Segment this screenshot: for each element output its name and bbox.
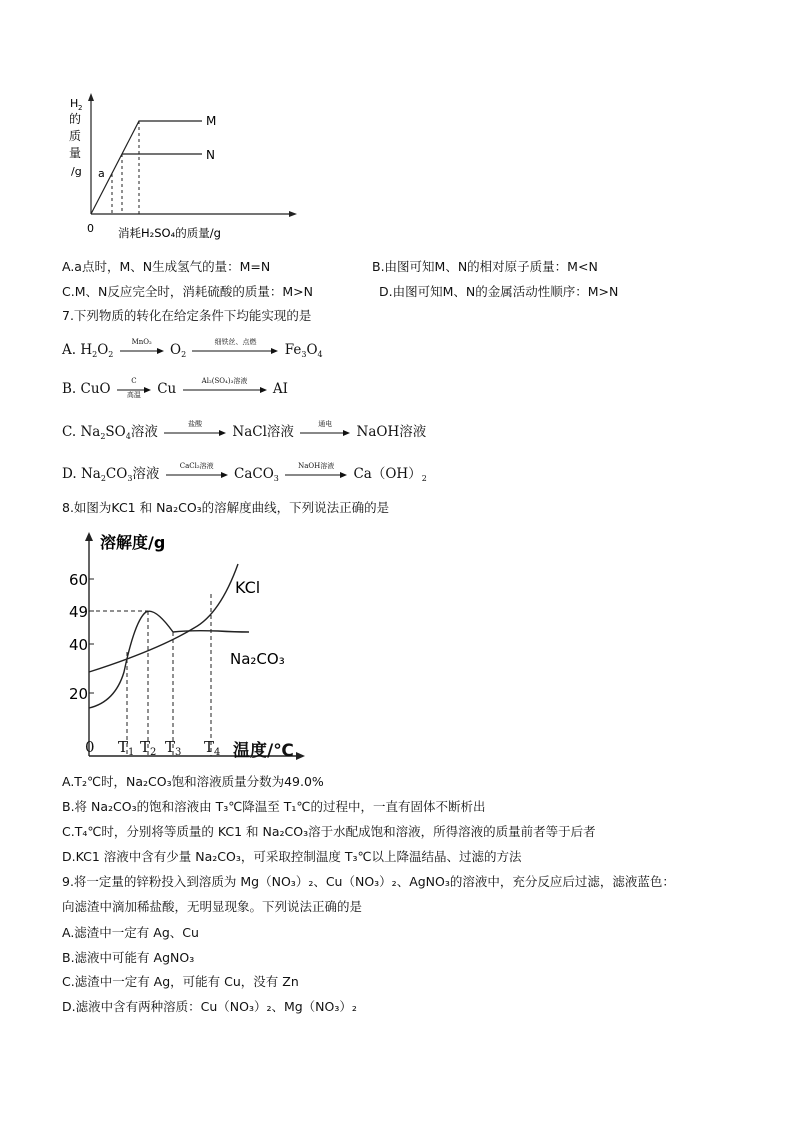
x-axis-label: 温度/℃ bbox=[233, 741, 294, 761]
y-label-de: 的 bbox=[69, 112, 82, 126]
q7-a-s1: $H_2O_2$ bbox=[80, 342, 114, 359]
q7-b-s1: CuO bbox=[80, 381, 111, 397]
x-tick-3: $T_3$ bbox=[165, 738, 182, 758]
q7-b-s3: AI bbox=[272, 381, 288, 397]
solubility-graph bbox=[58, 524, 318, 762]
q8-option-a: A.T₂℃时，Na₂CO₃饱和溶液质量分数为49.0% bbox=[62, 774, 324, 789]
q7-d-arrow-2: NaOH溶液 bbox=[285, 467, 347, 483]
q8-stem: 8.如图为KC1 和 Na₂CO₃的溶解度曲线，下列说法正确的是 bbox=[62, 500, 390, 515]
q7-option-a bbox=[62, 337, 323, 363]
q6-option-b: B.由图可知M、N的相对原子质量：M<N bbox=[372, 259, 598, 274]
x-tick-2: $T_2$ bbox=[140, 738, 157, 758]
q7-stem: 7.下列物质的转化在给定条件下均能实现的是 bbox=[62, 308, 312, 323]
y-label-h-sub: 2 bbox=[78, 104, 83, 112]
point-a-label: a bbox=[98, 167, 105, 180]
q9-option-c: C.滤渣中一定有 Ag，可能有 Cu，没有 Zn bbox=[62, 974, 299, 989]
q9-option-d: D.滤液中含有两种溶质：Cu（NO₃）₂、Mg（NO₃）₂ bbox=[62, 999, 357, 1014]
q8-option-b: B.将 Na₂CO₃的饱和溶液由 T₃℃降温至 T₁℃的过程中，一直有固体不断析出 bbox=[62, 799, 486, 814]
q7-c-arrow-1: 盐酸 bbox=[164, 425, 226, 441]
q7-d-arrow-1: CaCl₂溶液 bbox=[166, 467, 228, 483]
y-label-unit: /g bbox=[71, 165, 82, 178]
q9-option-b: B.滤液中可能有 AgNO₃ bbox=[62, 950, 195, 965]
kcl-curve bbox=[89, 564, 238, 672]
q7-b-arrow-1: C 高温 bbox=[117, 382, 151, 398]
q7-b-label: B. bbox=[62, 381, 77, 397]
graph2-origin-label: 0 bbox=[85, 738, 95, 756]
y-label-zhi: 质 bbox=[69, 129, 82, 143]
q7-c-s2: NaCl溶液 bbox=[232, 424, 294, 440]
q7-option-d bbox=[62, 461, 427, 487]
y-tick-49: 49 bbox=[69, 603, 89, 621]
q9-stem-line-1: 9.将一定量的锌粉投入到溶质为 Mg（NO₃）₂、Cu（NO₃）₂、AgNO₃的溶液中，充分反应后过滤，滤液蓝色： bbox=[62, 874, 675, 889]
q9-stem-line-2: 向滤渣中滴加稀盐酸，无明显现象。下列说法正确的是 bbox=[62, 899, 363, 914]
kcl-label: KCl bbox=[235, 578, 261, 597]
q7-a-s2: $O_2$ bbox=[169, 342, 187, 359]
q7-option-c bbox=[62, 419, 427, 445]
q7-c-s3: NaOH溶液 bbox=[356, 424, 427, 440]
x-label: 消耗H₂SO₄的质量/g bbox=[118, 226, 221, 240]
y-tick-20: 20 bbox=[69, 685, 89, 703]
q7-option-b bbox=[62, 376, 288, 399]
x-tick-1: $T_1$ bbox=[118, 738, 135, 758]
q6-option-d: D.由图可知M、N的金属活动性顺序：M>N bbox=[379, 284, 619, 299]
q7-a-arrow-2: 细铁丝、点燃 bbox=[192, 343, 278, 359]
x-tick-4: $T_4$ bbox=[204, 738, 221, 758]
q8-option-c: C.T₄℃时，分别将等质量的 KC1 和 Na₂CO₃溶于水配成饱和溶液，所得溶液的质量前者等于后者 bbox=[62, 824, 596, 839]
q7-a-label: A. bbox=[62, 342, 77, 358]
q6-option-c: C.M、N反应完全时，消耗硫酸的质量：M>N bbox=[62, 284, 313, 299]
curve-n-label: N bbox=[206, 148, 215, 162]
q7-b-s2: Cu bbox=[157, 381, 177, 397]
curve-m-line bbox=[91, 121, 202, 214]
y-label-liang: 量 bbox=[69, 146, 82, 160]
q7-d-s1: $Na_2CO_3$溶液 bbox=[80, 466, 160, 483]
q7-d-s3: $Ca(OH)_2$ bbox=[353, 466, 427, 483]
q7-c-label: C. bbox=[62, 424, 77, 440]
q7-d-s2: CaCO$_3$ bbox=[234, 466, 279, 483]
y-tick-40: 40 bbox=[69, 636, 89, 654]
q7-d-label: D. bbox=[62, 466, 77, 482]
hydrogen-mass-graph bbox=[60, 90, 300, 240]
q7-c-arrow-2: 通电 bbox=[300, 425, 350, 441]
y-label-h: H bbox=[70, 97, 79, 110]
q7-a-s3: $Fe_3O_4$ bbox=[284, 342, 323, 359]
na2co3-curve bbox=[89, 611, 249, 708]
curve-m-label: M bbox=[206, 114, 217, 128]
solubility-x-labels bbox=[58, 736, 318, 762]
y-axis-label: 溶解度/g bbox=[100, 533, 166, 552]
q8-option-d: D.KC1 溶液中含有少量 Na₂CO₃，可采取控制温度 T₃℃以上降温结晶、过滤的方法 bbox=[62, 849, 522, 864]
q9-option-a: A.滤渣中一定有 Ag、Cu bbox=[62, 925, 199, 940]
origin-label: 0 bbox=[87, 222, 94, 235]
na2co3-label: Na₂CO₃ bbox=[230, 650, 285, 668]
y-tick-60: 60 bbox=[69, 571, 89, 589]
q7-c-s1: $Na_2SO_4$溶液 bbox=[80, 424, 158, 441]
q7-b-arrow-2: Al₂(SO₄)₃溶液 bbox=[183, 382, 267, 398]
q6-option-a: A.a点时，M、N生成氢气的量：M=N bbox=[62, 259, 271, 274]
q7-a-arrow-1: MnO₂ bbox=[120, 343, 164, 359]
